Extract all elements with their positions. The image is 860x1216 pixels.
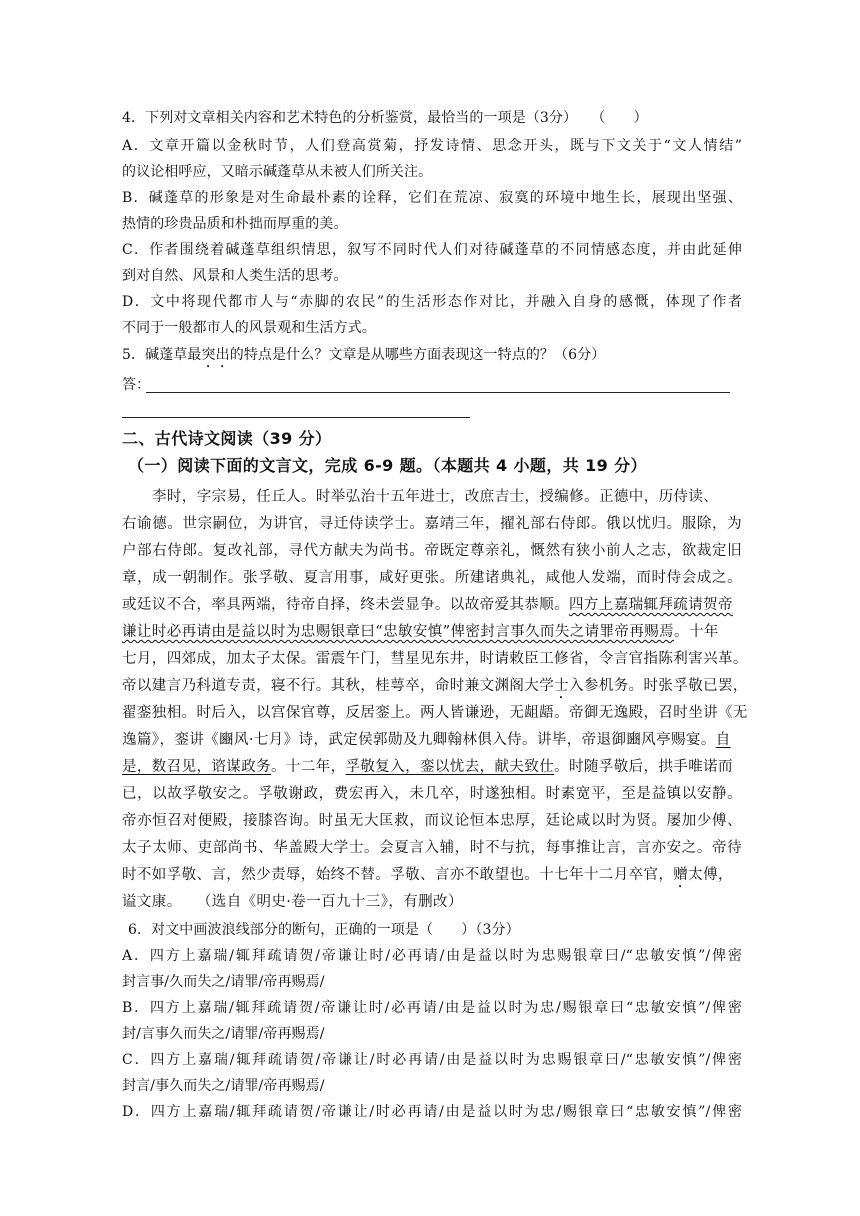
- q5-answer-line-2[interactable]: [122, 417, 470, 418]
- section-subtitle: （一）阅读下面的文言文，完成 6-9 题。（本题共 4 小题，共 19 分）: [128, 456, 647, 475]
- passage-underlined-part-2: 孚敬复入，銮以忧去，献夫致仕: [345, 759, 555, 775]
- passage-line-2: 右谕德。世宗嗣位，为讲官，寻迁侍读学士。嘉靖三年，擢礼部右侍郎。俄以忧归。服除，为: [122, 516, 742, 532]
- passage-line-10: [122, 731, 742, 749]
- q4-option-d-line2: 不同于一般都市人的风景观和生活方式。: [122, 320, 376, 336]
- passage-line-8-b: 入参机务。时张孚敬已罢，: [569, 678, 748, 694]
- q6-stem: 6．对文中画波浪线部分的断句，正确的一项是（ ）（3分）: [128, 922, 520, 938]
- q5-stem-pre: 5．碱蓬草最: [122, 347, 202, 363]
- passage-line-15-b: 太傅，: [688, 867, 733, 883]
- q6-option-b-line2: 封/言事久而失之/请罪/帝再赐焉/: [122, 1026, 325, 1042]
- passage-line-4: 章，成一朝制作。张孚敬、夏言用事，咸好更张。所建诸典礼，咸他人发端，而时侍会成之。: [122, 570, 742, 586]
- q6-option-c-line2: 封言/事久而失之/请罪/帝再赐焉/: [122, 1078, 325, 1094]
- q5-answer-label: 答：: [122, 377, 151, 393]
- passage-line-5-plain: 或廷议不合，率具两端，待帝自择，终未尝显争。以故帝爱其恭顺。: [122, 597, 569, 613]
- passage-underlined-part-1: 是，数召见，谘谋政务: [122, 759, 271, 775]
- q5-answer-line-1[interactable]: [146, 392, 730, 393]
- q6-option-a-line2: 封言事/久而失之/请罪/帝再赐焉/: [122, 974, 325, 990]
- q5-stem-dotted: 突出: [201, 347, 230, 363]
- passage-line-5: [122, 596, 742, 614]
- passage-wavy-part-1: 四方上嘉瑞辄拜疏请贺帝: [569, 597, 733, 613]
- q4-option-a-line2: 的议论相呼应，又暗示碱蓬草从未被人们所关注。: [122, 164, 433, 180]
- passage-source-line: 谥文康。 （选自《明史·卷一百九十三》，有删改）: [122, 894, 463, 910]
- q4-stem: 4．下列对文章相关内容和艺术特色的分析鉴赏，最恰当的一项是（3分） （ ）: [122, 110, 648, 126]
- passage-line-8: [122, 677, 748, 702]
- q4-option-c-line1: C．作者围绕着碱蓬草组织情思，叙写不同时代人们对待碱蓬草的不同情感态度，并由此延伸: [122, 242, 742, 258]
- passage-dotted-zeng: 赠: [673, 867, 689, 883]
- passage-line-14: 太子太师、吏部尚书、华盖殿大学士。会夏言入辅，时不与抗，每事推让言，言亦安之。帝待: [122, 840, 742, 856]
- passage-line-12: 已，以故孚敬安之。孚敬谢政，费宏再入，未几卒，时遂独相。时素宽平，至是益镇以安静。: [122, 786, 742, 802]
- passage-line-15-a: 时不如孚敬、言，然少责辱，始终不替。孚敬、言亦不敢望也。十七年十二月卒官，: [122, 867, 674, 883]
- passage-line-3: 户部右侍郎。复改礼部，寻代方献夫为尚书。帝既定尊亲礼，慨然有狭小前人之志，欲裁定旧: [122, 543, 742, 559]
- q6-option-c-line1: C．四方上嘉瑞/辄拜疏请贺/帝谦让/时必再请/由是益以时为忠赐银章曰/“忠敏安慎”/俾密: [122, 1052, 742, 1068]
- passage-line-10-plain: 逸篇》，銮讲《豳风·七月》诗，武定侯郭勋及九卿翰林俱入侍。讲毕，帝退御豳风亭赐宴。: [122, 732, 716, 748]
- passage-line-9: 翟銮独相。时后入，以宫保官尊，反居銮上。两人皆谦逊，无龃龉。帝御无逸殿，召时坐讲《无: [122, 705, 748, 721]
- passage-line-6-tail: 。十年: [674, 624, 719, 640]
- q6-option-d-line1: D．四方上嘉瑞/辄拜疏请贺/帝谦让/时必再请/由是益以时为忠/赐银章曰“忠敏安慎”/俾密: [122, 1104, 742, 1120]
- passage-line-15: [122, 866, 742, 891]
- passage-line-7: 七月，四郊成，加太子太保。雷震午门，彗星见东井，时请敕臣工修省，令言官指陈利害兴革。: [122, 651, 748, 667]
- passage-line-11: [122, 758, 742, 776]
- passage-line-13: 帝亦恒召对便殿，接膝咨询。时虽无大匡救，而议论恒本忠厚，廷论咸以时为贤。屡加少傅、: [122, 813, 742, 829]
- section-title: 二、古代诗文阅读（39 分）: [122, 429, 332, 448]
- passage-underlined-part-0: 自: [715, 732, 731, 748]
- passage-line-1: 李时，字宗易，任丘人。时举弘治十五年进士，改庶吉士，授编修。正德中，历侍读、: [152, 489, 719, 505]
- q5-stem-post: 的特点是什么？文章是从哪些方面表现这一特点的？（6分）: [229, 347, 606, 363]
- q5-stem: [122, 346, 742, 371]
- q6-option-a-line1: A．四方上嘉瑞/辄拜疏请贺/帝谦让时/必再请/由是益以时为忠赐银章曰/“忠敏安慎”/俾密: [122, 948, 742, 964]
- q4-option-d-line1: D．文中将现代都市人与“赤脚的农民”的生活形态作对比，并融入自身的感慨，体现了作者: [122, 294, 742, 310]
- passage-wavy-part-2: 谦让时必再请由是益以时为忠赐银章曰“忠敏安慎”俾密封言事久而失之请罪帝再赐焉: [122, 624, 675, 640]
- passage-line-6: [122, 623, 742, 641]
- q4-option-a-line1: A．文章开篇以金秋时节，人们登高赏菊，抒发诗情、思念开头，既与下文关于“文人情结”: [122, 138, 742, 154]
- passage-dotted-shi: 士: [554, 678, 570, 694]
- passage-line-11-tail: 。时随孚敬后，拱手唯诺而: [554, 759, 733, 775]
- passage-line-11-mid: 。十二年，: [271, 759, 346, 775]
- q4-option-b-line2: 热情的珍贵品质和朴拙而厚重的美。: [122, 216, 348, 232]
- q6-option-b-line1: B．四方上嘉瑞/辄拜疏请贺/帝谦让时/必再请/由是益以时为忠/赐银章曰“忠敏安慎”/俾密: [122, 1000, 742, 1016]
- passage-line-8-a: 帝以建言乃科道专责，寝不行。其秋，桂萼卒，命时兼文渊阁大学: [122, 678, 555, 694]
- q4-option-c-line2: 到对自然、风景和人类生活的思考。: [122, 268, 348, 284]
- q4-option-b-line1: B．碱蓬草的形象是对生命最朴素的诠释，它们在荒凉、寂寞的环境中地生长，展现出坚强、: [122, 190, 742, 206]
